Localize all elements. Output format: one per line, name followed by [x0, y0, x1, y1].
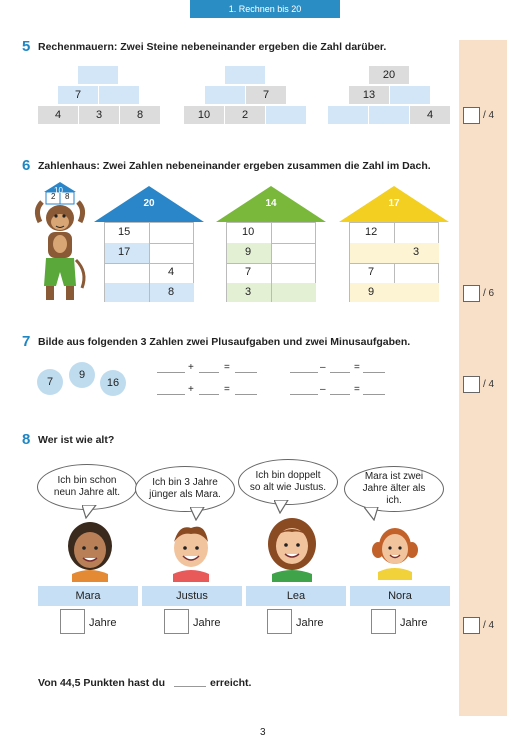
house-3-r1-left: 12 [365, 226, 378, 238]
minus-2-subtrahend-blank[interactable] [330, 386, 350, 395]
house-2-r2-left: 9 [245, 246, 252, 258]
plus-1-addend-2-blank[interactable] [199, 364, 219, 373]
name-label-justus: Justus [142, 586, 242, 606]
house-3-body [349, 222, 439, 302]
minus-1-result-blank[interactable] [363, 364, 385, 373]
plus-1-result-blank[interactable] [235, 364, 257, 373]
monkey-house-cell-left: 2 [51, 192, 56, 201]
minus-1-sign: – [320, 362, 326, 373]
monkey-illustration [28, 180, 92, 308]
wall-3-bottom-2[interactable] [369, 106, 409, 124]
task-6-score-total: / 6 [483, 288, 495, 299]
wall-3-bottom-1[interactable] [328, 106, 368, 124]
minus-2-result-blank[interactable] [363, 386, 385, 395]
mara-illustration [64, 516, 116, 582]
task-7-number: 7 [22, 333, 31, 350]
speech-bubble-mara: Ich bin schon neun Jahre alt. [37, 464, 137, 510]
task-5-score-total: / 4 [483, 110, 495, 121]
wall-2-bottom-3[interactable] [266, 106, 306, 124]
house-1-r2-left: 17 [118, 246, 131, 258]
speech-bubble-justus: Ich bin 3 Jahre jünger als Mara. [135, 466, 235, 512]
task-8-score-box[interactable] [463, 617, 480, 634]
minus-2-minuend-blank[interactable] [290, 386, 318, 395]
monkey-house-cell-right: 8 [65, 192, 70, 201]
age-input-nora[interactable] [371, 609, 396, 634]
lea-illustration [264, 512, 320, 582]
wall-1-bottom-3: 8 [120, 106, 160, 124]
house-2-r1-left: 10 [242, 226, 255, 238]
house-2-r4-left: 3 [245, 286, 252, 298]
number-circle-3: 16 [100, 370, 126, 396]
house-1-r4-right: 8 [168, 286, 175, 298]
plus-1-sign: + [188, 362, 194, 373]
wall-3-top: 20 [369, 66, 409, 84]
task-7-score-total: / 4 [483, 379, 495, 390]
name-label-mara: Mara [38, 586, 138, 606]
house-3-r3-left: 7 [368, 266, 375, 278]
summary-text-after: erreicht. [210, 677, 252, 689]
plus-2-equals: = [224, 384, 230, 395]
task-7-instruction: Bilde aus folgenden 3 Zahlen zwei Plusaufgaben und zwei Minusaufgaben. [38, 336, 411, 348]
age-input-lea[interactable] [267, 609, 292, 634]
justus-illustration [165, 518, 217, 582]
minus-2-equals: = [354, 384, 360, 395]
wall-1-mid-right[interactable] [99, 86, 139, 104]
number-circle-1: 7 [37, 369, 63, 395]
number-circle-2: 9 [69, 362, 95, 388]
points-answer-blank[interactable] [174, 678, 206, 687]
chapter-header: 1. Rechnen bis 20 [190, 0, 340, 18]
age-unit-mara: Jahre [89, 617, 117, 629]
task-6-score-box[interactable] [463, 285, 480, 302]
age-unit-lea: Jahre [296, 617, 324, 629]
page-number: 3 [260, 727, 266, 738]
house-3-r4-left: 9 [368, 286, 375, 298]
task-8-number: 8 [22, 431, 31, 448]
summary-text-before: Von 44,5 Punkten hast du [38, 677, 165, 689]
wall-2-bottom-1: 10 [184, 106, 224, 124]
minus-1-minuend-blank[interactable] [290, 364, 318, 373]
plus-2-addend-2-blank[interactable] [199, 386, 219, 395]
plus-2-addend-1-blank[interactable] [157, 386, 185, 395]
age-input-justus[interactable] [164, 609, 189, 634]
task-6-number: 6 [22, 157, 31, 174]
wall-2-top[interactable] [225, 66, 265, 84]
wall-3-bottom-3: 4 [410, 106, 450, 124]
wall-1-top[interactable] [78, 66, 118, 84]
name-label-lea: Lea [246, 586, 346, 606]
house-2-roof-number: 14 [265, 198, 277, 209]
task-5-score-box[interactable] [463, 107, 480, 124]
house-2-body [226, 222, 316, 302]
name-label-nora: Nora [350, 586, 450, 606]
wall-1-bottom-1: 4 [38, 106, 78, 124]
house-1-r1-left: 15 [118, 226, 131, 238]
wall-1-bottom-2: 3 [79, 106, 119, 124]
house-1-roof-number: 20 [143, 198, 155, 209]
wall-2-mid-right: 7 [246, 86, 286, 104]
task-8-score-total: / 4 [483, 620, 495, 631]
task-8-instruction: Wer ist wie alt? [38, 434, 115, 446]
task-6-instruction: Zahlenhaus: Zwei Zahlen nebeneinander ergeben zusammen die Zahl im Dach. [38, 160, 431, 172]
minus-1-subtrahend-blank[interactable] [330, 364, 350, 373]
plus-2-result-blank[interactable] [235, 386, 257, 395]
plus-1-equals: = [224, 362, 230, 373]
wall-1-mid-left[interactable]: 7 [58, 86, 98, 104]
wall-3-mid-left: 13 [349, 86, 389, 104]
wall-2-mid-left[interactable] [205, 86, 245, 104]
nora-illustration [370, 518, 420, 580]
age-input-mara[interactable] [60, 609, 85, 634]
task-5-number: 5 [22, 38, 31, 55]
speech-bubble-nora: Mara ist zwei Jahre älter als ich. [344, 466, 444, 512]
house-1-r3-right: 4 [168, 266, 175, 278]
minus-2-sign: – [320, 384, 326, 395]
speech-bubble-lea: Ich bin doppelt so alt wie Justus. [238, 459, 338, 505]
plus-2-sign: + [188, 384, 194, 395]
house-2-r3-left: 7 [245, 266, 252, 278]
wall-3-mid-right[interactable] [390, 86, 430, 104]
monkey-house-roof-number: 10 [54, 186, 63, 195]
age-unit-nora: Jahre [400, 617, 428, 629]
house-3-roof-number: 17 [388, 198, 400, 209]
plus-1-addend-1-blank[interactable] [157, 364, 185, 373]
age-unit-justus: Jahre [193, 617, 221, 629]
minus-1-equals: = [354, 362, 360, 373]
house-3-r2-right: 3 [413, 246, 420, 258]
task-7-score-box[interactable] [463, 376, 480, 393]
wall-2-bottom-2: 2 [225, 106, 265, 124]
task-5-instruction: Rechenmauern: Zwei Steine nebeneinander ergeben die Zahl darüber. [38, 41, 387, 53]
